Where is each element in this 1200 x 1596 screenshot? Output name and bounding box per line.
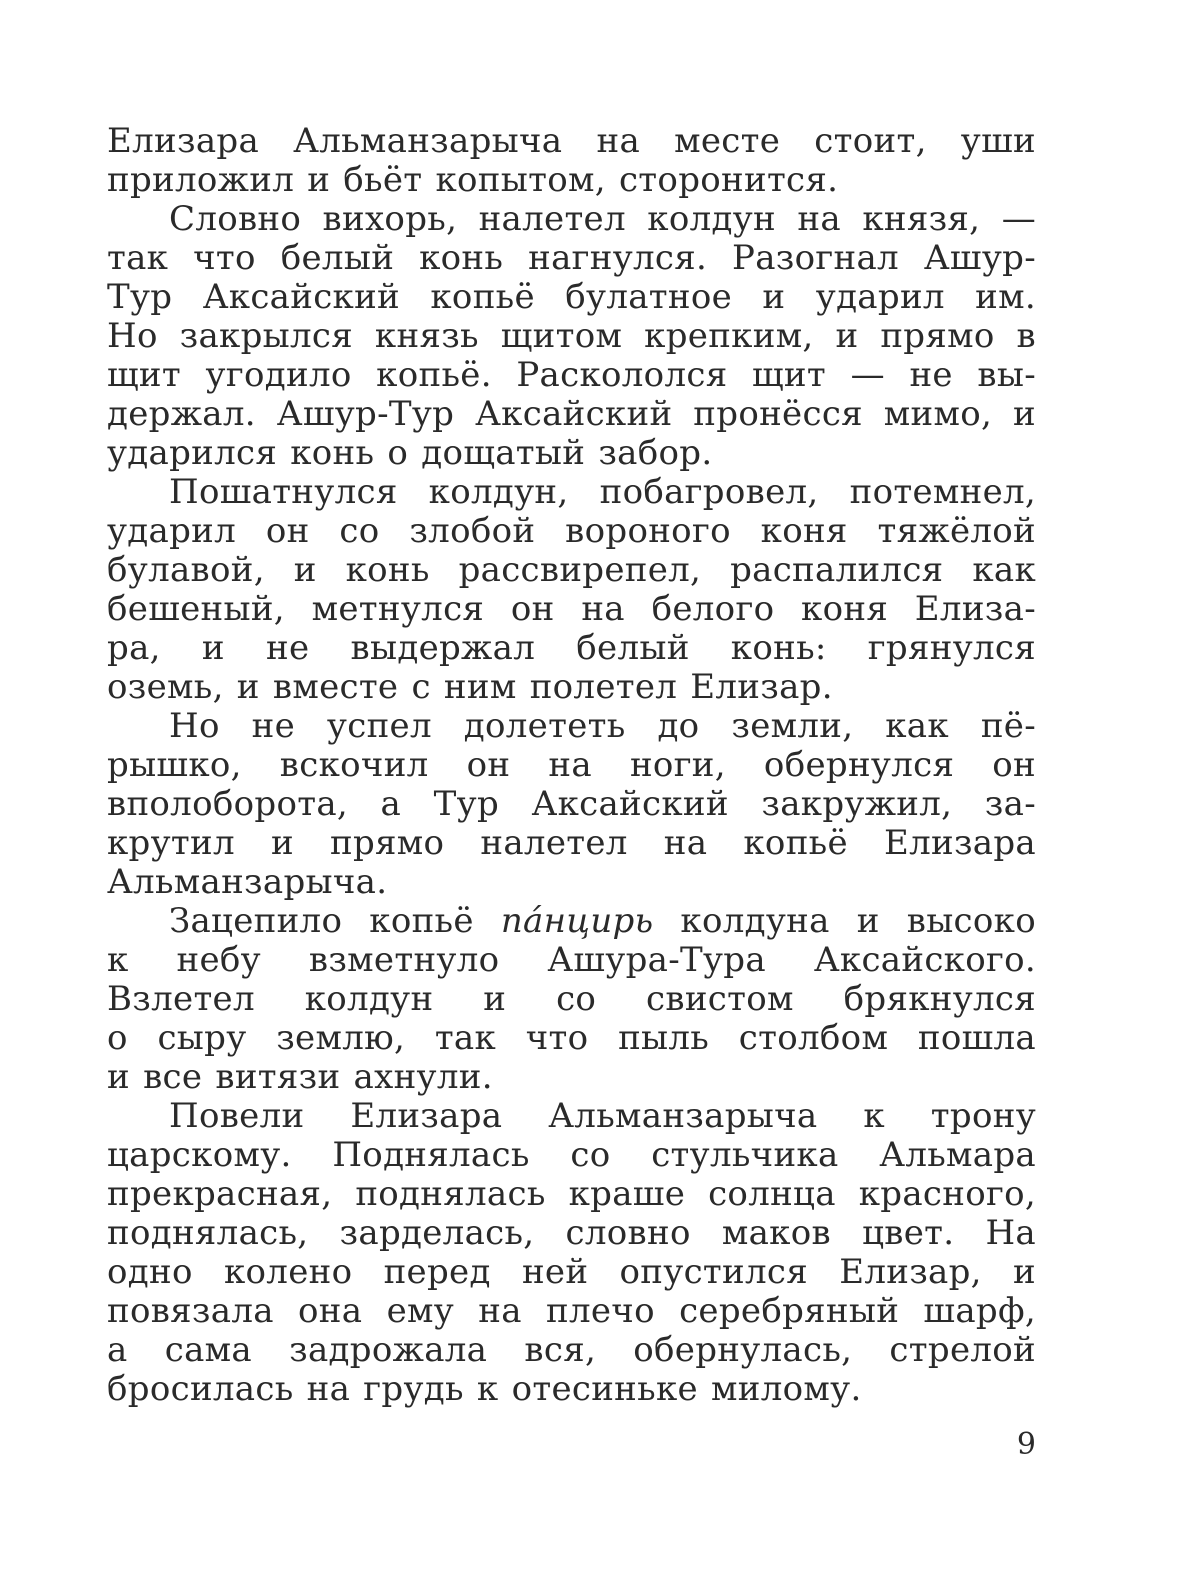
text-line: вполоборота, а Тур Аксайский закружил, за- bbox=[107, 784, 1036, 824]
text-line: Словно вихорь, налетел колдун на князя, — bbox=[169, 199, 1036, 239]
text-line: о сыру землю, так что пыль столбом пошла bbox=[107, 1018, 1036, 1058]
text-line: щит угодило копьё. Раскололся щит — не вы- bbox=[107, 355, 1036, 395]
text-line: Но закрылся князь щитом крепким, и прямо в bbox=[107, 316, 1036, 356]
text-line: приложил и бьёт копытом, сторонится. bbox=[107, 160, 839, 200]
text-line: одно колено перед ней опустился Елизар, и bbox=[107, 1252, 1036, 1292]
page-text bbox=[107, 122, 1036, 1409]
text-line: к небу взметнуло Ашура-Тура Аксайского. bbox=[107, 940, 1036, 980]
text-line: Елизара Альманзарыча на месте стоит, уши bbox=[107, 121, 1036, 161]
text-line: повязала она ему на плечо серебряный шарф, bbox=[107, 1291, 1036, 1331]
text-line: Альманзарыча. bbox=[107, 862, 388, 902]
text-fragment: колдуна и высоко bbox=[653, 901, 1036, 941]
text-line: Тур Аксайский копьё булатное и ударил им. bbox=[107, 277, 1036, 317]
text-line: оземь, и вместе с ним полетел Елизар. bbox=[107, 667, 833, 707]
text-line: поднялась, зарделась, словно маков цвет. На bbox=[107, 1213, 1036, 1253]
text-line: прекрасная, поднялась краше солнца красного, bbox=[107, 1174, 1036, 1214]
text-line: Повели Елизара Альманзарыча к трону bbox=[169, 1096, 1036, 1136]
text-line: крутил и прямо налетел на копьё Елизара bbox=[107, 823, 1036, 863]
page-number: 9 bbox=[1016, 1427, 1036, 1462]
text-line: ра, и не выдержал белый конь: грянулся bbox=[107, 628, 1036, 668]
text-line: Но не успел долететь до земли, как пё- bbox=[169, 706, 1036, 746]
text-line: Пошатнулся колдун, побагровел, потемнел, bbox=[169, 472, 1036, 512]
text-line: и все витязи ахнули. bbox=[107, 1057, 493, 1097]
text-line: булавой, и конь рассвирепел, распалился как bbox=[107, 550, 1036, 590]
italic-term: пáнцирь bbox=[500, 901, 654, 941]
text-line: а сама задрожала вся, обернулась, стрелой bbox=[107, 1330, 1036, 1370]
text-line: Взлетел колдун и со свистом брякнулся bbox=[107, 979, 1036, 1019]
text-line: ударил он со злобой вороного коня тяжёлой bbox=[107, 511, 1036, 551]
text-fragment: Зацепило копьё bbox=[169, 901, 501, 941]
text-line: ударился конь о дощатый забор. bbox=[107, 433, 713, 473]
text-line: держал. Ашур-Тур Аксайский пронёсся мимо, и bbox=[107, 394, 1036, 434]
text-line bbox=[107, 902, 1036, 941]
text-line: рышко, вскочил он на ноги, обернулся он bbox=[107, 745, 1036, 785]
text-line: царскому. Поднялась со стульчика Альмара bbox=[107, 1135, 1036, 1175]
text-line: бросилась на грудь к отесиньке милому. bbox=[107, 1369, 862, 1409]
text-line: бешеный, метнулся он на белого коня Елиза- bbox=[107, 589, 1036, 629]
text-line: так что белый конь нагнулся. Разогнал Ашур- bbox=[107, 238, 1036, 278]
